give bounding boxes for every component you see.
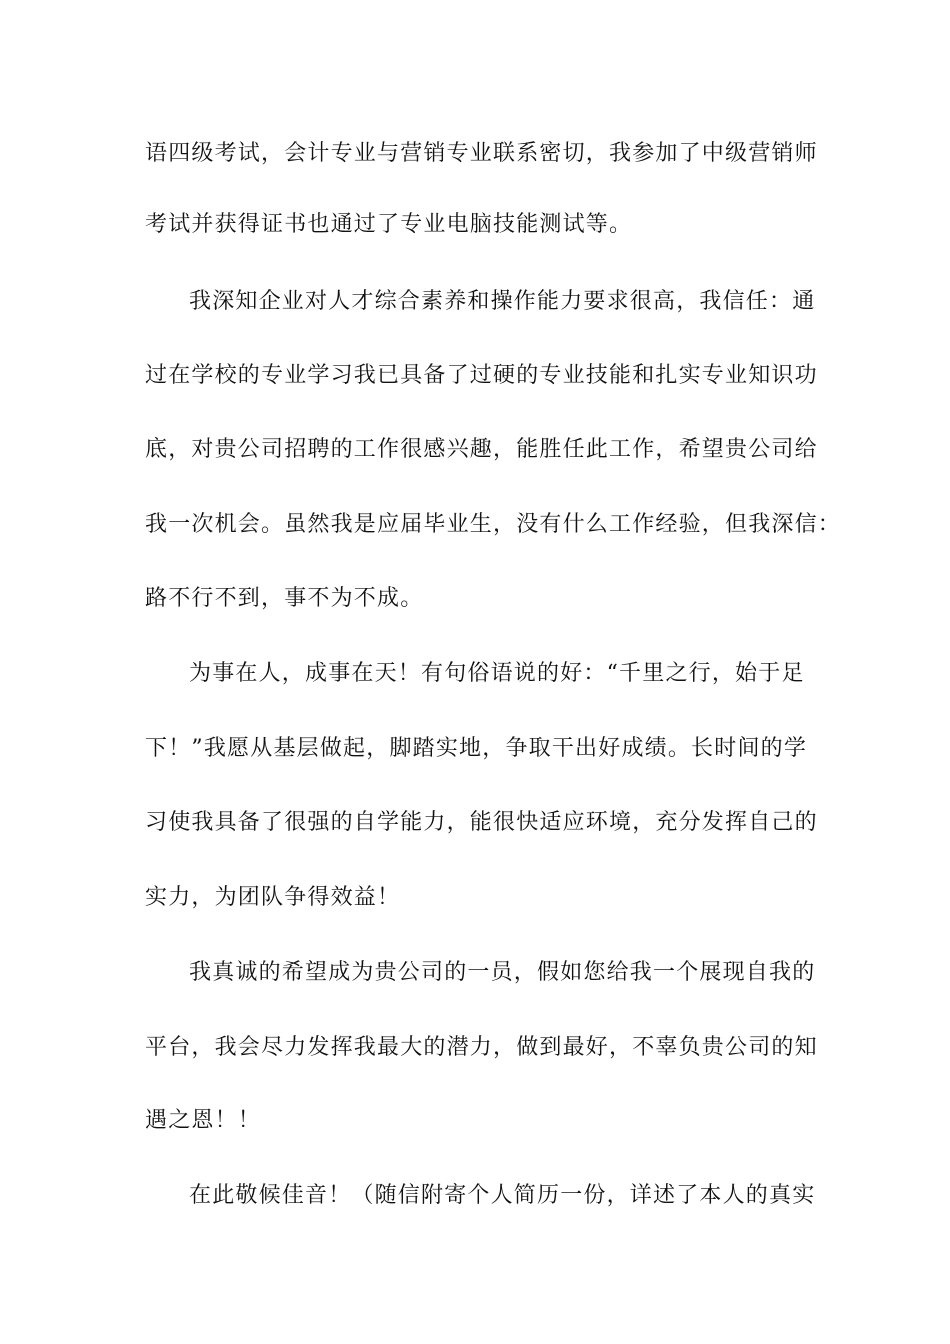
text-line: 遇之恩！！ [145, 1108, 262, 1133]
paragraph-start-line: 为事在人，成事在天！有句俗语说的好：“千里之行，始于足 [189, 661, 805, 686]
text-line: 语四级考试，会计专业与营销专业联系密切，我参加了中级营销师 [145, 141, 818, 166]
text-line: 平台，我会尽力发挥我最大的潜力，做到最好，不辜负贵公司的知 [145, 1035, 818, 1060]
text-line: 过在学校的专业学习我已具备了过硬的专业技能和扎实专业知识功 [145, 363, 818, 388]
paragraph-start-line: 我真诚的希望成为贵公司的一员，假如您给我一个展现自我的 [189, 960, 816, 985]
text-line: 考试并获得证书也通过了专业电脑技能测试等。 [145, 212, 633, 237]
text-line: 我一次机会。虽然我是应届毕业生，没有什么工作经验，但我深信： [145, 512, 842, 537]
paragraph-start-line: 我深知企业对人才综合素养和操作能力要求很高，我信任：通 [189, 289, 816, 314]
paragraph-start-line: 在此敬候佳音！（随信附寄个人简历一份，详述了本人的真实 [189, 1183, 816, 1208]
text-line: 下！”我愿从基层做起，脚踏实地，争取干出好成绩。长时间的学 [145, 736, 808, 761]
text-line: 习使我具备了很强的自学能力，能很快适应环境，充分发挥自己的 [145, 810, 818, 835]
text-line: 底，对贵公司招聘的工作很感兴趣，能胜任此工作，希望贵公司给 [145, 437, 818, 462]
text-line: 路不行不到，事不为不成。 [145, 586, 424, 611]
text-line: 实力，为团队争得效益！ [145, 885, 401, 910]
